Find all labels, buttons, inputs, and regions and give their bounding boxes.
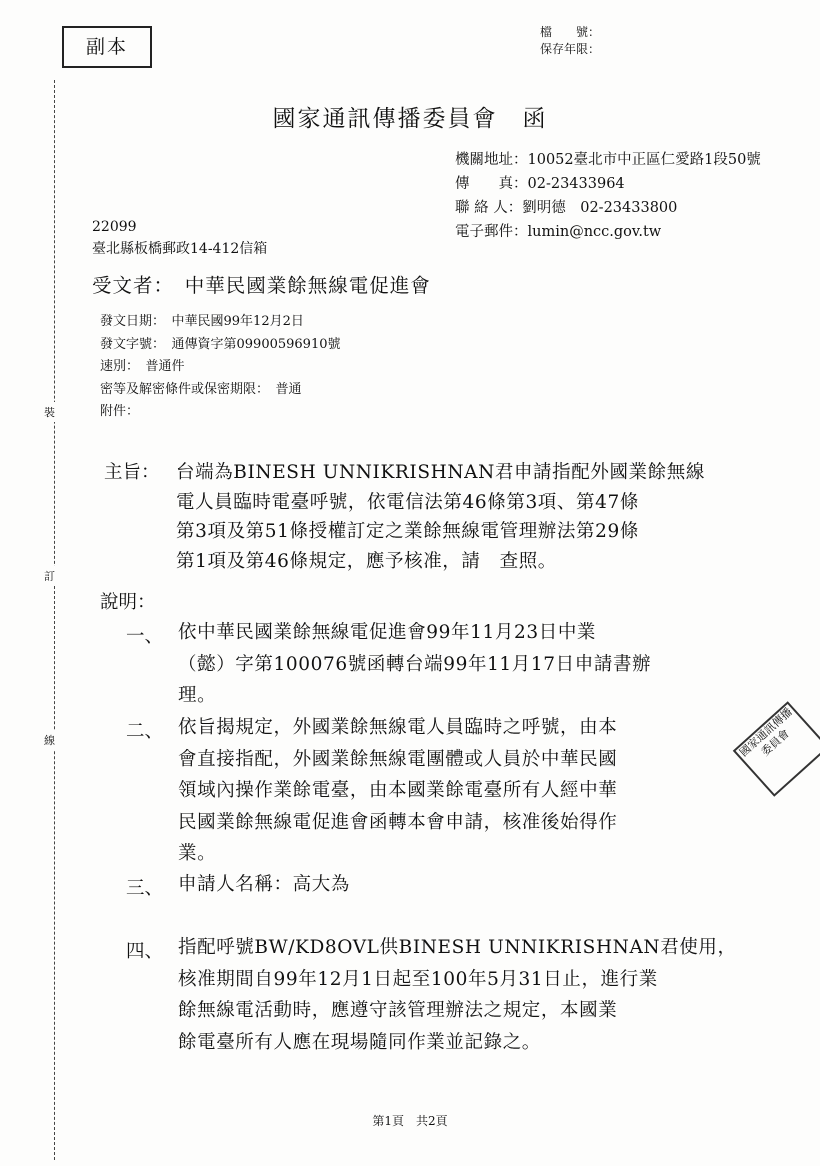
explanation-label: 說明：	[100, 592, 156, 613]
binding-line	[54, 80, 55, 1160]
subject-label: 主旨：	[104, 462, 160, 483]
item-line: 業。	[178, 843, 217, 864]
page-footer: 第1頁 共2頁	[372, 1114, 448, 1128]
official-stamp: 國家通訊傳播委員會	[733, 701, 820, 797]
item-text	[178, 712, 617, 870]
postal-code: 22099	[92, 219, 137, 235]
subject-line: 第1項及第46條規定，應予核准，請 查照。	[176, 550, 557, 572]
subject-line: 電人員臨時電臺呼號，依電信法第46條第3項、第47條	[176, 491, 639, 513]
mail-address: 臺北縣板橋郵政14-412信箱	[92, 241, 268, 257]
item-line: 餘電臺所有人應在現場隨同作業並記錄之。	[178, 1031, 541, 1053]
item-line: 民國業餘無線電促進會函轉本會申請，核准後始得作	[178, 811, 618, 833]
item-number: 三、	[126, 878, 164, 899]
agency-info	[455, 148, 761, 244]
attachment: 附件：	[100, 404, 140, 419]
file-meta	[540, 24, 600, 58]
recipient: 受文者： 中華民國業餘無線電促進會	[92, 274, 431, 297]
item-text	[178, 869, 350, 901]
item-line: 申請人名稱：高大為	[178, 874, 350, 895]
issue-date: 發文日期： 中華民國99年12月2日	[100, 314, 304, 329]
item-line: 餘無線電活動時，應遵守該管理辦法之規定，本國業	[178, 1000, 618, 1021]
agency-fax: 傳 真：02-23433964	[455, 176, 625, 192]
agency-contact: 聯 絡 人：劉明德 02-23433800	[455, 200, 678, 216]
item-text	[178, 932, 737, 1058]
agency-email: 電子郵件：lumin@ncc.gov.tw	[455, 224, 662, 240]
item-number: 四、	[126, 941, 164, 962]
retention-period: 保存年限：	[540, 42, 601, 56]
item-line: （懿）字第100076號函轉台端99年11月17日申請書辦	[178, 653, 652, 675]
item-line: 會直接指配，外國業餘無線電團體或人員於中華民國	[178, 748, 618, 770]
issue-number: 發文字號： 通傳資字第09900596910號	[100, 336, 341, 352]
item-line: 核准期間自99年12月1日起至100年5月31日止，進行業	[178, 968, 658, 990]
item-number: 二、	[126, 721, 164, 742]
agency-address: 機關地址：10052臺北市中正區仁愛路1段50號	[455, 152, 761, 168]
binding-mark-bottom: 線	[44, 730, 55, 750]
item-line: 指配呼號BW/KD8OVL供BINESH UNNIKRISHNAN君使用，	[178, 937, 737, 958]
document-meta	[100, 311, 340, 424]
item-line: 領域內操作業餘電臺，由本國業餘電臺所有人經中華	[178, 780, 618, 801]
classification: 密等及解密條件或保密期限： 普通	[100, 381, 302, 397]
copy-label: 副本	[62, 26, 152, 68]
item-text	[178, 617, 651, 712]
item-line: 理。	[178, 685, 217, 706]
document-title: 國家通訊傳播委員會 函	[272, 106, 548, 132]
file-number: 檔 號：	[540, 25, 601, 39]
item-number: 一、	[126, 626, 164, 647]
item-line: 依旨揭規定，外國業餘無線電人員臨時之呼號，由本	[178, 717, 618, 738]
binding-mark-middle: 訂	[44, 566, 55, 586]
subject-line: 第3項及第51條授權訂定之業餘無線電管理辦法第29條	[176, 521, 639, 542]
binding-mark-top: 裝	[44, 402, 55, 422]
delivery-speed: 速別： 普通件	[100, 359, 185, 374]
item-line: 依中華民國業餘無線電促進會99年11月23日中業	[178, 622, 597, 643]
mailing-block	[92, 216, 267, 260]
subject-line: 台端為BINESH UNNIKRISHNAN君申請指配外國業餘無線	[176, 462, 705, 483]
subject-text	[176, 458, 736, 576]
